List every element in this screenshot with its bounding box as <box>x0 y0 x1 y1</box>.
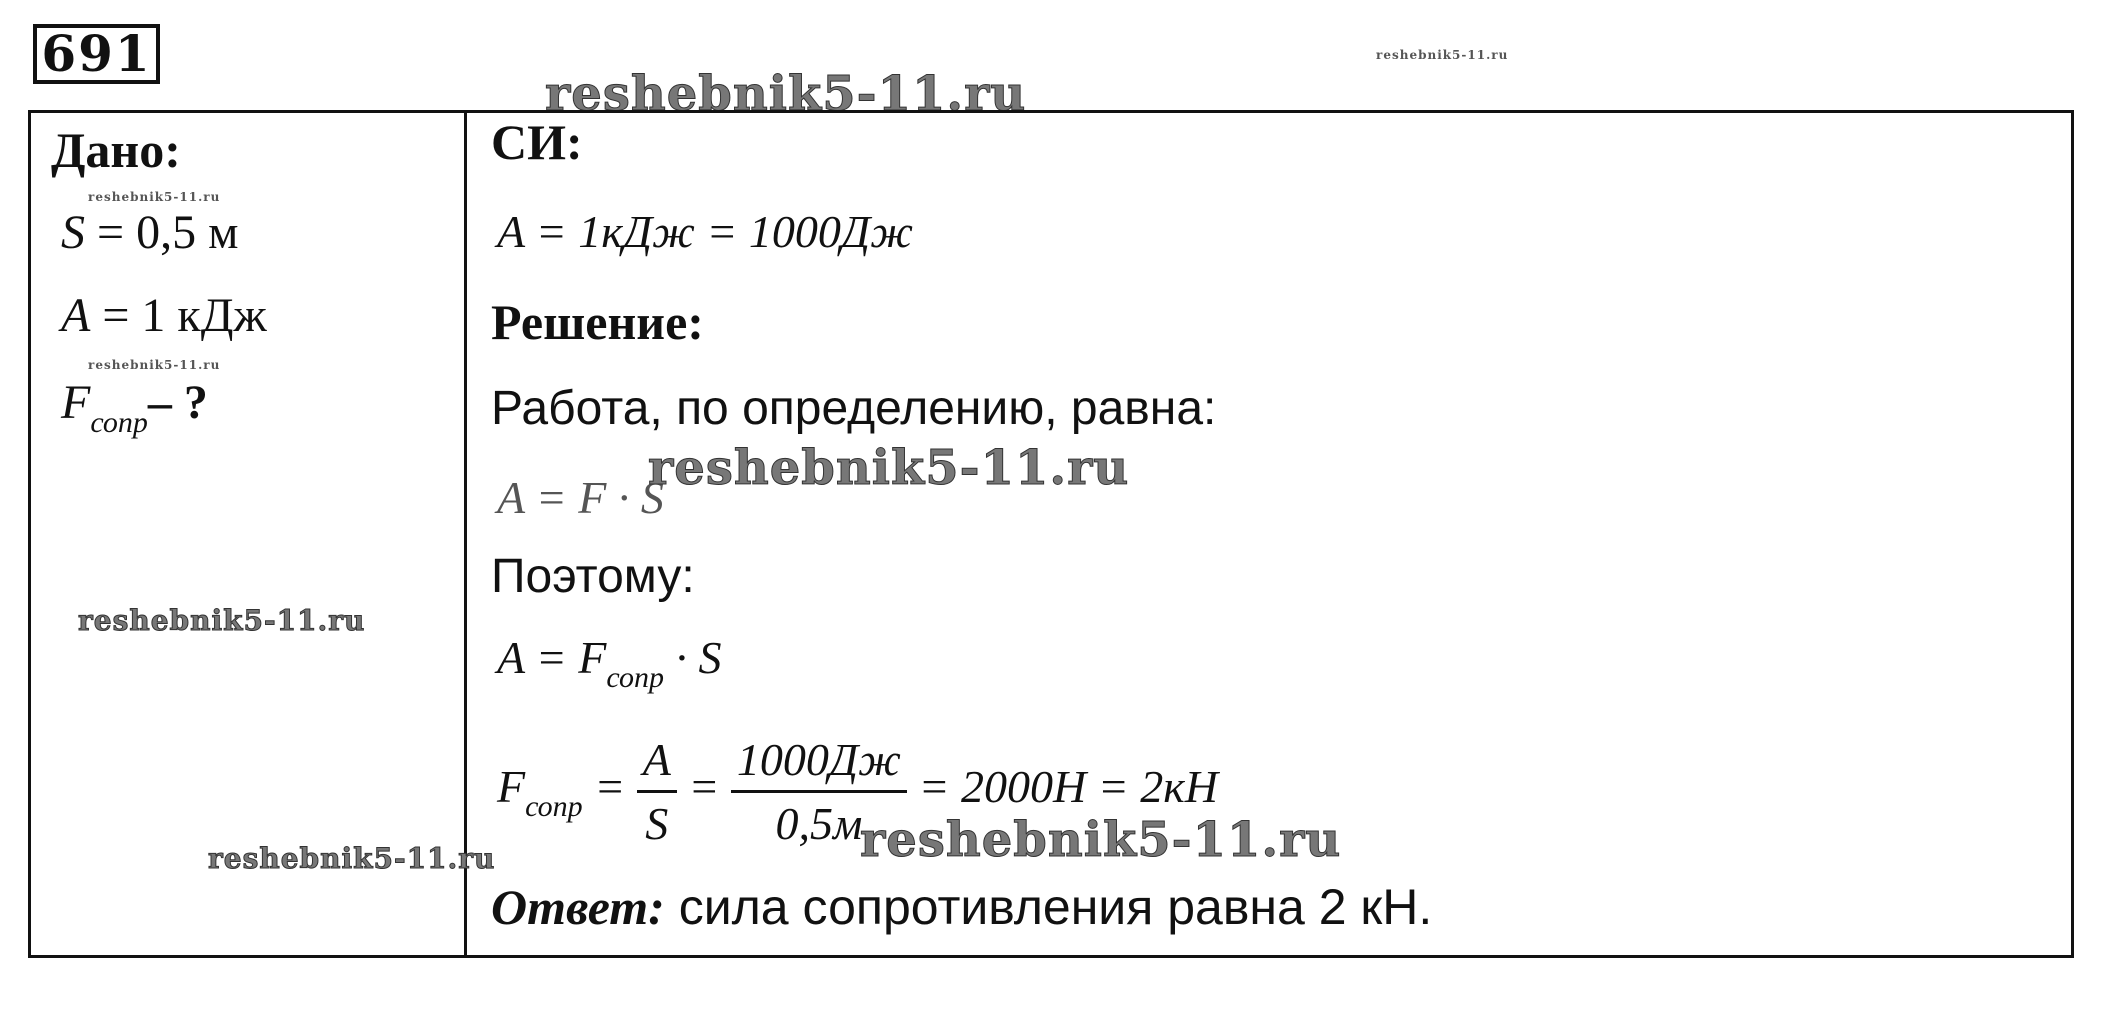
fraction-a-over-s <box>637 733 677 850</box>
watermark: reshebnik5-11.ru <box>88 190 221 204</box>
formula-result: = 2000H = 2кH <box>918 761 1218 813</box>
given-question: – ? <box>147 376 208 429</box>
definition-text: Работа, по определению, равна: <box>491 382 1217 435</box>
watermark: reshebnik5-11.ru <box>1376 48 1509 62</box>
solution-header: Решение: <box>491 294 704 350</box>
given-value: = 1 кДж <box>90 289 267 342</box>
formula-eq: = <box>582 761 637 813</box>
fraction-denominator: 0,5м <box>775 798 863 849</box>
watermark: reshebnik5-11.ru <box>648 440 1130 496</box>
given-var: S <box>61 206 85 259</box>
work-formula-resistance <box>497 631 722 694</box>
answer-line <box>491 878 1432 936</box>
formula-subscript: сопр <box>606 661 664 694</box>
watermark: reshebnik5-11.ru <box>545 66 1027 122</box>
watermark: reshebnik5-11.ru <box>88 358 221 372</box>
answer-label: Ответ: <box>491 879 665 935</box>
watermark: reshebnik5-11.ru <box>208 842 496 875</box>
given-value: = 0,5 м <box>85 206 239 259</box>
given-header: Дано: <box>51 122 181 178</box>
fraction-denominator: S <box>645 798 669 849</box>
formula-lhs: F <box>497 761 526 813</box>
formula-subscript: сопр <box>525 790 583 824</box>
column-divider <box>464 113 467 955</box>
given-var: A <box>61 289 91 342</box>
therefore-text: Поэтому: <box>491 550 695 603</box>
given-var: F <box>61 376 91 429</box>
given-subscript: сопр <box>90 406 148 439</box>
formula-eq: = <box>688 761 731 813</box>
si-header: СИ: <box>491 114 583 170</box>
given-row-distance <box>61 205 238 260</box>
formula-rhs: · S <box>664 632 722 683</box>
fraction-numerator: A <box>637 733 677 793</box>
given-row-unknown <box>61 375 208 439</box>
watermark: reshebnik5-11.ru <box>860 812 1342 868</box>
watermark: reshebnik5-11.ru <box>78 604 366 637</box>
problem-number: 691 <box>33 24 160 84</box>
answer-text: сила сопротивления равна 2 кН. <box>664 879 1433 935</box>
si-formula: A = 1кДж = 1000Дж <box>497 206 913 257</box>
given-row-work <box>61 288 267 343</box>
work-formula: A = F · S <box>497 472 664 523</box>
fraction-numerator: 1000Дж <box>731 733 907 793</box>
formula-lhs: A = F <box>497 632 607 683</box>
